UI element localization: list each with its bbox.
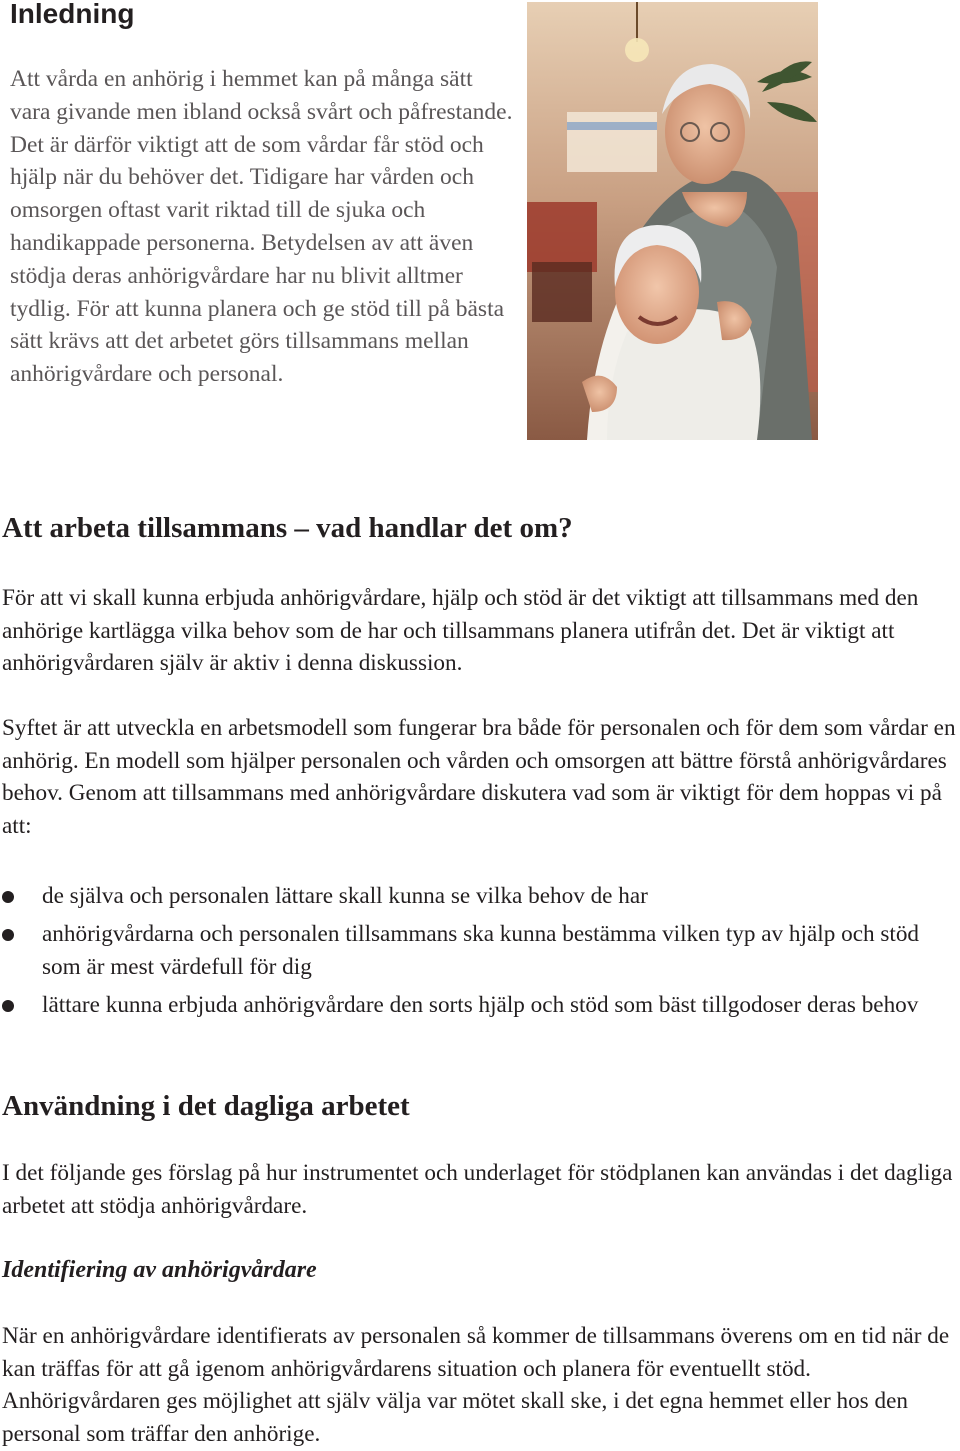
list-item — [2, 918, 952, 983]
heading-working-together: Att arbeta tillsammans – vad handlar det om? — [2, 512, 573, 544]
bullet-icon — [2, 1000, 14, 1012]
heading-daily-use: Användning i det dagliga arbetet — [2, 1090, 410, 1122]
bullet-icon — [2, 929, 14, 941]
list-item-text: anhörigvårdarna och personalen tillsammans ska kunna bestämma vilken typ av hjälp och stöd som är mest värdefull för dig — [42, 921, 920, 980]
list-item — [2, 989, 952, 1022]
elderly-couple-photo — [527, 2, 818, 440]
paragraph-identification: När en anhörigvårdare identifierats av personalen så kommer de tillsammans överens om en tid när de kan träffas för att gå igenom anhörigvårdarens situation och planera för eventuellt stöd. Anhörigvårdaren ges möjlighet att själv välja var mötet skall ske, i det egna hemmet eller hos den personal som träffar den anhörige. — [2, 1323, 950, 1447]
paragraph-together-2: Syftet är att utveckla en arbetsmodell som fungerar bra både för personalen och för dem som vårdar en anhörig. En modell som hjälper personalen och vården och omsorgen att bättre förstå anhörigvårdares behov. Genom att tillsammans med anhörigvårdare diskutera vad som är viktigt för dem hoppas vi på att: — [2, 715, 956, 839]
list-item — [2, 880, 952, 913]
bullet-icon — [2, 891, 14, 903]
paragraph-together-1: För att vi skall kunna erbjuda anhörigvårdare, hjälp och stöd är det viktigt att tillsammans med den anhörige kartlägga vilka behov som de har och tillsammans planera utifrån det. Det är viktigt att anhörigvårdaren själv är aktiv i denna diskussion. — [2, 585, 919, 677]
list-item-text: lättare kunna erbjuda anhörigvårdare den sorts hjälp och stöd som bäst tillgodoser deras behov — [42, 991, 919, 1018]
intro-paragraph: Att vårda en anhörig i hemmet kan på många sätt vara givande men ibland också svårt och påfrestande. Det är därför viktigt att de som vårdar får stöd och hjälp när du behöver det. Tidigare har vården och omsorgen oftast varit riktad till de sjuka och handikappade personerna. Betydelsen av att även stödja deras anhörigvårdare har nu blivit alltmer tydlig. För att kunna planera och ge stöd till på bästa sätt krävs att det arbetet görs tillsammans mellan anhörigvårdare och personal. — [10, 66, 513, 388]
goals-list — [2, 880, 952, 1027]
heading-identification: Identifiering av anhörigvårdare — [2, 1257, 317, 1283]
paragraph-daily-use: I det följande ges förslag på hur instrumentet och underlaget för stödplanen kan användas i det dagliga arbetet att stödja anhörigvårdare. — [2, 1160, 953, 1219]
list-item-text: de själva och personalen lättare skall kunna se vilka behov de har — [42, 883, 648, 909]
heading-inledning: Inledning — [10, 0, 135, 29]
